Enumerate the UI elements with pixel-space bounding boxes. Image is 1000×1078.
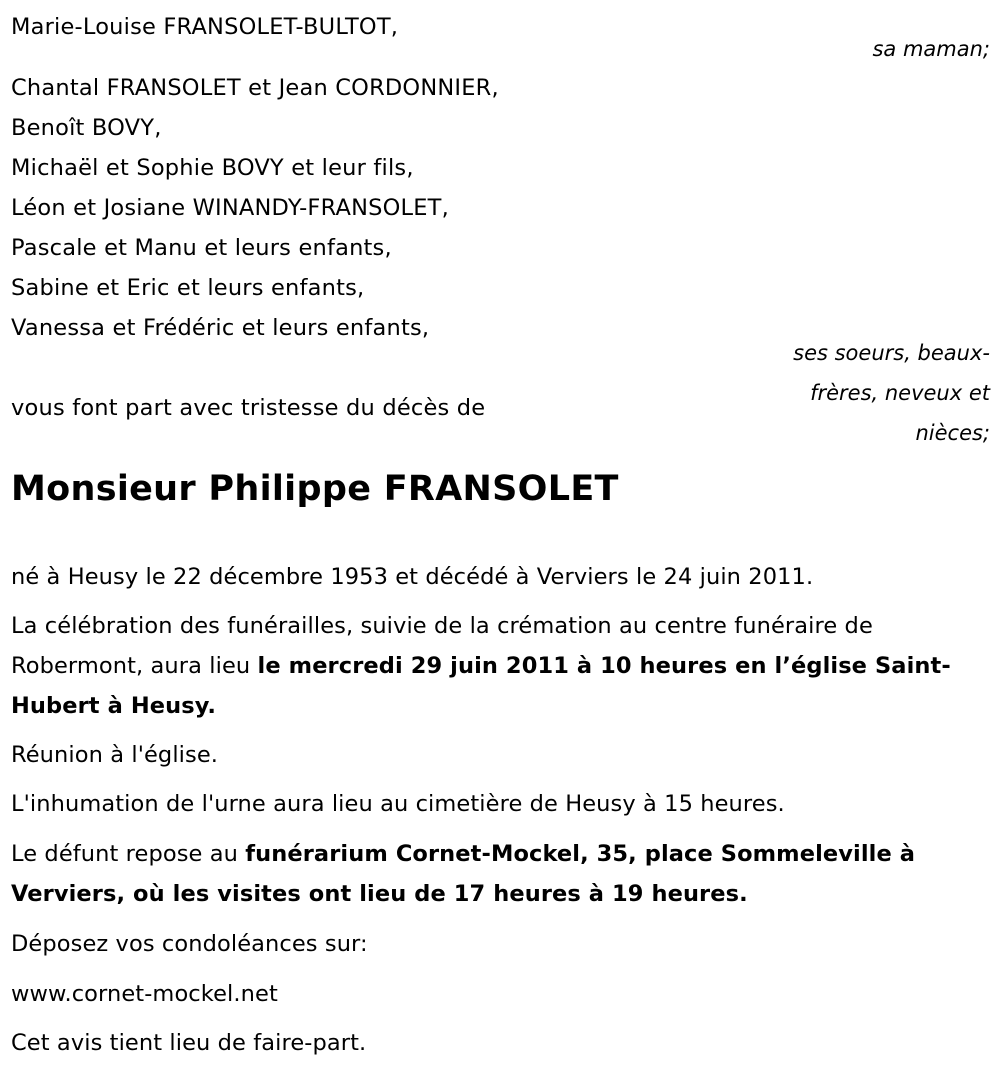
condolences-label: Déposez vos condoléances sur: — [11, 931, 368, 957]
viewing-paragraph — [11, 834, 996, 914]
siblings-relation-line: ses soeurs, beaux- — [793, 341, 990, 365]
website-link[interactable]: www.cornet-mockel.net — [11, 981, 278, 1007]
mother-relation: sa maman; — [872, 37, 990, 61]
siblings-relation-line: frères, neveux et — [810, 381, 990, 405]
viewing-intro: Le défunt repose au — [11, 841, 246, 867]
family-member: Léon et Josiane WINANDY-FRANSOLET, — [11, 195, 449, 221]
family-member: Pascale et Manu et leurs enfants, — [11, 235, 392, 261]
meeting-text: Réunion à l'église. — [11, 742, 219, 768]
viewing-details: funérarium Cornet-Mockel, 35, place Sommeleville à Verviers, où les visites ont lieu de 17 heures à 19 heures. — [11, 841, 916, 907]
family-member: Vanessa et Frédéric et leurs enfants, — [11, 315, 430, 341]
family-member: Benoît BOVY, — [11, 115, 162, 141]
siblings-relation — [730, 333, 990, 453]
burial-text: L'inhumation de l'urne aura lieu au cimetière de Heusy à 15 heures. — [11, 791, 785, 817]
ceremony-paragraph — [11, 606, 996, 726]
family-member: Michaël et Sophie BOVY et leur fils, — [11, 155, 414, 181]
birth-death-text: né à Heusy le 22 décembre 1953 et décédé à Verviers le 24 juin 2011. — [11, 564, 814, 590]
mother-name: Marie-Louise FRANSOLET-BULTOT, — [11, 14, 399, 40]
siblings-relation-line: nièces; — [915, 421, 990, 445]
ceremony-details: le mercredi 29 juin 2011 à 10 heures en l’église Saint-Hubert à Heusy. — [11, 653, 951, 719]
closing-text: Cet avis tient lieu de faire-part. — [11, 1030, 367, 1056]
family-member: Sabine et Eric et leurs enfants, — [11, 275, 365, 301]
ceremony-intro: La célébration des funérailles, suivie de la crémation au centre funéraire de Robermont, aura lieu — [11, 613, 873, 679]
family-member: Chantal FRANSOLET et Jean CORDONNIER, — [11, 75, 499, 101]
deceased-name: Monsieur Philippe FRANSOLET — [11, 469, 619, 509]
announcement-text: vous font part avec tristesse du décès de — [11, 395, 486, 421]
